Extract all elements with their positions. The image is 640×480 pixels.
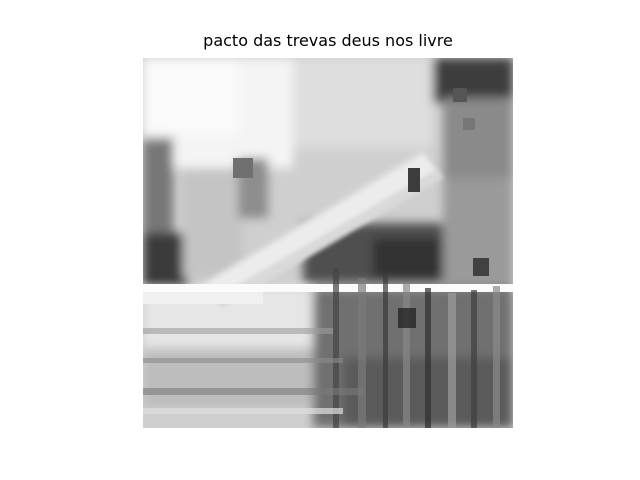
figure-title: pacto das trevas deus nos livre bbox=[203, 31, 453, 50]
image-canvas bbox=[143, 58, 513, 428]
grayscale-image bbox=[143, 58, 513, 428]
